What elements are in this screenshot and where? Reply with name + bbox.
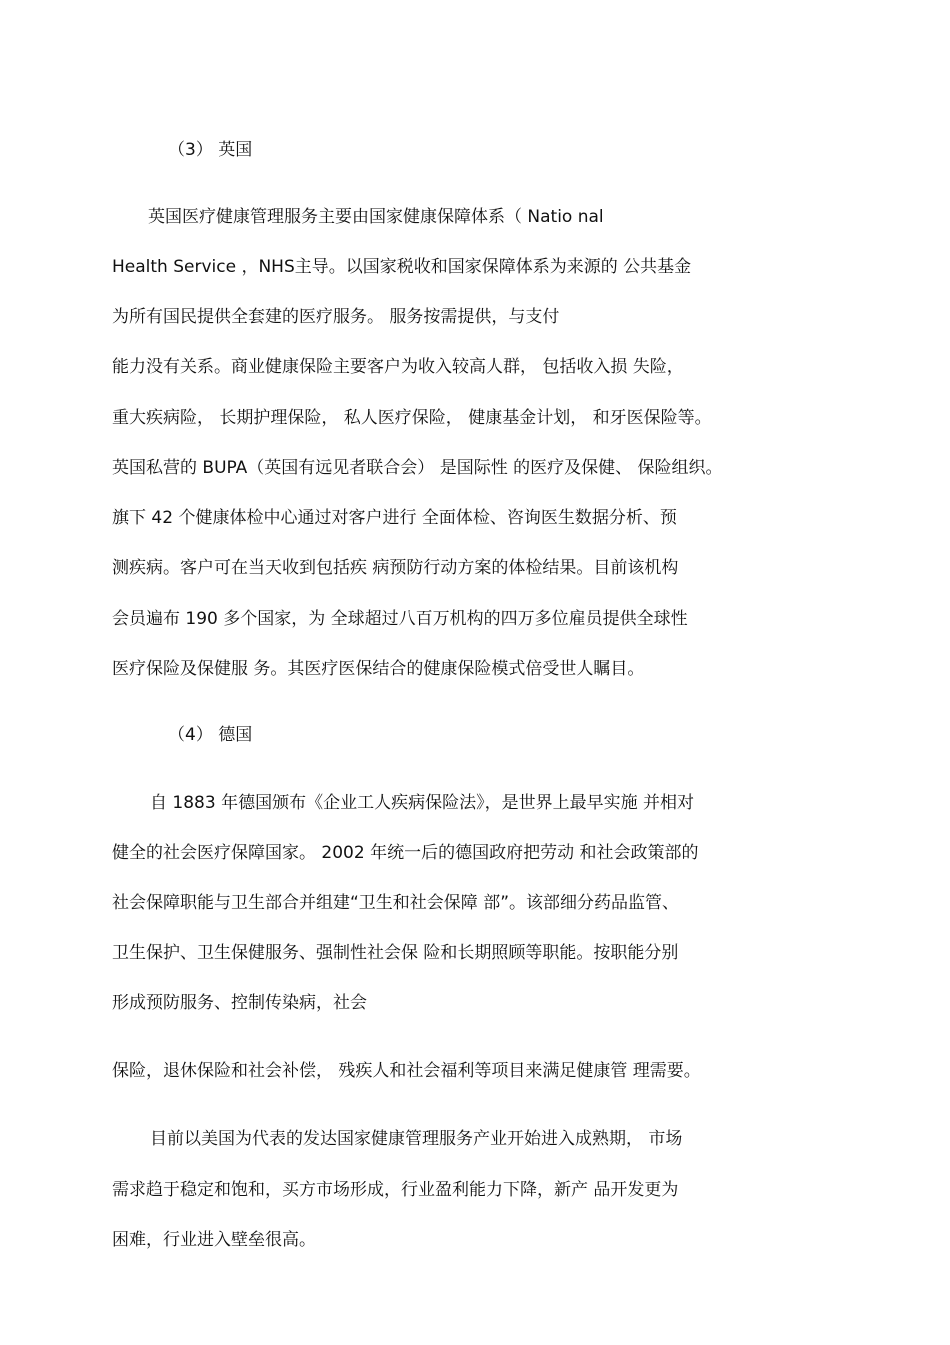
paragraph-line: 形成预防服务、控制传染病，社会 — [112, 993, 367, 1013]
paragraph-line: 测疾病。客户可在当天收到包括疾 病预防行动方案的体检结果。目前该机构 — [112, 558, 679, 578]
paragraph-line: 英国医疗健康管理服务主要由国家健康保障体系（ Natio nal — [148, 207, 604, 227]
paragraph-line: 健全的社会医疗保障国家。 2002 年统一后的德国政府把劳动 和社会政策部的 — [112, 843, 699, 863]
paragraph-line: 目前以美国为代表的发达国家健康管理服务产业开始进入成熟期， 市场 — [150, 1129, 683, 1149]
paragraph-line: 保险，退休保险和社会补偿， 残疾人和社会福利等项目来满足健康管 理需要。 — [112, 1061, 701, 1081]
paragraph-line: 英国私营的 BUPA（英国有远见者联合会） 是国际性 的医疗及保健、 保险组织。 — [112, 458, 723, 478]
paragraph-line: 自 1883 年德国颁布《企业工人疾病保险法》，是世界上最早实施 并相对 — [150, 793, 694, 813]
paragraph-line: 医疗保险及保健服 务。其医疗医保结合的健康保险模式倍受世人瞩目。 — [112, 659, 645, 679]
paragraph-line: 为所有国民提供全套建的医疗服务。 服务按需提供，与支付 — [112, 307, 560, 327]
paragraph-line: Health Service ，NHS主导。以国家税收和国家保障体系为来源的 公共基金 — [112, 257, 692, 277]
paragraph-line: 旗下 42 个健康体检中心通过对客户进行 全面体检、咨询医生数据分析、预 — [112, 508, 677, 528]
paragraph-line: 社会保障职能与卫生部合并组建“卫生和社会保障 部”。该部细分药品监管、 — [112, 893, 680, 913]
paragraph-line: 卫生保护、卫生保健服务、强制性社会保 险和长期照顾等职能。按职能分别 — [112, 943, 679, 963]
paragraph-line: 重大疾病险， 长期护理保险， 私人医疗保险， 健康基金计划， 和牙医保险等。 — [112, 408, 712, 428]
paragraph-line: 能力没有关系。商业健康保险主要客户为收入较高人群， 包括收入损 失险， — [112, 357, 684, 377]
paragraph-line: 会员遍布 190 多个国家，为 全球超过八百万机构的四万多位雇员提供全球性 — [112, 609, 688, 629]
section-heading-germany: （4） 德国 — [168, 725, 253, 745]
paragraph-line: 困难，行业进入壁垒很高。 — [112, 1230, 316, 1250]
paragraph-line: 需求趋于稳定和饱和，买方市场形成，行业盈利能力下降，新产 品开发更为 — [112, 1180, 679, 1200]
section-heading-uk: （3） 英国 — [168, 140, 253, 160]
